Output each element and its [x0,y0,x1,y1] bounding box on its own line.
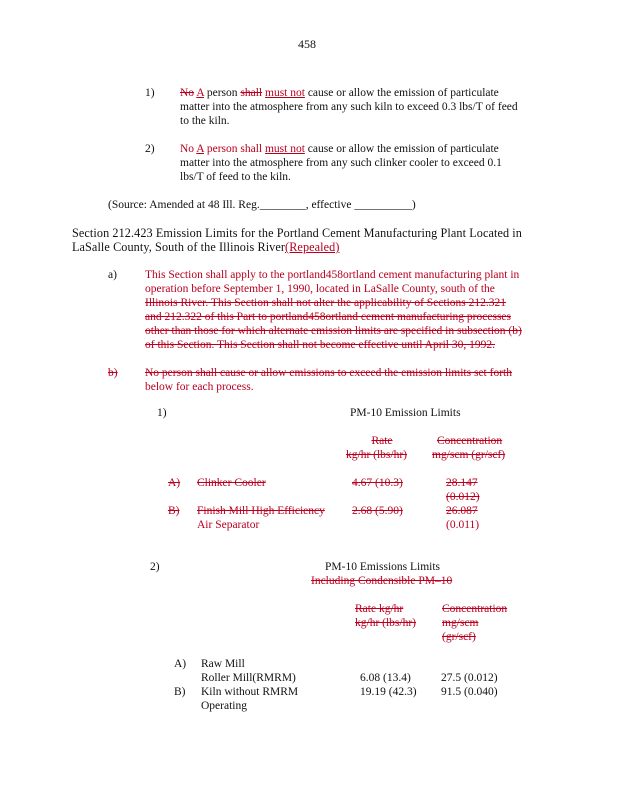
item-2-line-1: No A person shall must not cause or allow the emission of particulate [180,143,499,155]
table-1-header-rate: Rate [371,435,393,447]
table-2-row-b-rate: 19.19 (42.3) [360,686,417,698]
subsection-b-line-1: No person shall cause or allow emissions to exceed the emission limits set forth [145,367,512,379]
item-1-inserted-must-not: must not [265,87,305,99]
table-2-header-conc: Concentration [442,603,508,615]
table-2-row-b-conc: 91.5 (0.040) [441,686,498,698]
table-2-header-rate: Rate kg/hr [355,603,404,615]
item-1-line-1: No A person shall must not cause or allow the emission of particulate [180,87,499,99]
item-1-deleted-shall: shall [240,87,263,99]
table-1-row-b-label: B) [168,505,180,517]
table-2-row-a-conc: 27.5 (0.012) [441,672,498,684]
table-2-row-b-label: B) [174,686,186,698]
source-note: (Source: Amended at 48 Ill. Reg.________, effective __________) [108,199,416,211]
subsection-a-label: a) [108,269,117,281]
table-2-subtitle: Including Condensible PM–10 [311,575,453,587]
table-1-row-a-rate: 4.67 (10.3) [352,477,403,489]
table-2-number: 2) [150,561,160,573]
item-2-inserted-a: A [196,143,204,155]
repealed-insertion: (Repealed) [285,240,340,254]
item-1-inserted-a: A [196,87,204,99]
table-1-number: 1) [157,407,167,419]
subsection-a-line-4: and 212.322 of this Part to portland458ortland cement manufacturing processes [145,311,511,323]
table-1-row-a-label: A) [168,477,181,489]
table-1-header-conc-units: mg/scm (gr/scf) [432,449,506,461]
subsection-a-line-2: operation before September 1, 1990, located in LaSalle County, south of the [145,283,495,295]
page-number: 458 [298,37,316,51]
table-1-row-b-name-2: Air Separator [197,519,260,531]
table-2-header-rate-units: kg/hr (lbs/hr) [355,617,417,629]
table-2-header-conc-gr: (gr/scf) [442,631,476,643]
subsection-a-line-5: other than those for which alternate emission limits are specified in subsection (b) [145,325,522,337]
subsection-b-label: b) [108,367,118,379]
subsection-b-line-2: below for each process. [145,381,254,393]
table-1-row-a-name: Clinker Cooler [197,477,266,489]
item-1-deleted-no: No [180,87,195,99]
table-1-row-b-conc: 26.087 [446,505,478,517]
section-heading-line-2: LaSalle County, South of the Illinois River(Repealed) [72,240,340,254]
subsection-a-line-3: Illinois River. This Section shall not alter the applicability of Sections 212.321 [145,297,507,309]
table-2-title: PM-10 Emissions Limits [325,561,441,573]
table-2-row-a-label: A) [174,658,187,670]
table-1-row-b-rate: 2.68 (5.90) [352,505,403,517]
item-2-line-3: lbs/T of feed to the kiln. [180,171,291,183]
table-2-header-conc-units: mg/scm [442,617,479,629]
item-1-line-3: to the kiln. [180,115,230,127]
subsection-a-line-1: This Section shall apply to the portland458ortland cement manufacturing plant in [145,269,520,281]
table-2-row-b-name: Kiln without RMRM [201,686,299,698]
subsection-a-line-6: of this Section. This Section shall not become effective until April 30, 1992. [145,339,495,351]
table-1-row-b-conc-gr: (0.011) [446,519,480,531]
table-2-row-a-rate: 6.08 (13.4) [360,672,411,684]
item-2-number: 2) [145,143,155,155]
table-1-title: PM-10 Emission Limits [350,407,461,419]
table-2-row-a-name: Raw Mill [201,658,245,670]
table-1-row-a-conc-gr: (0.012) [446,491,480,503]
item-1-number: 1) [145,87,155,99]
table-2-row-b-name-2: Operating [201,700,247,712]
table-2-row-a-name-2: Roller Mill(RMRM) [201,672,296,684]
table-1-header-conc: Concentration [437,435,503,447]
item-1-line-2: matter into the atmosphere from any such kiln to exceed 0.3 lbs/T of feed [180,101,518,113]
item-2-inserted-must-not: must not [264,143,305,155]
item-2-line-2: matter into the atmosphere from any such clinker cooler to exceed 0.1 [180,157,502,169]
table-1-row-b-name: Finish Mill High Efficiency [197,505,325,517]
table-1-row-a-conc: 28.147 [446,477,478,489]
table-1-header-rate-units: kg/hr (lbs/hr) [346,449,408,461]
section-heading-line-1: Section 212.423 Emission Limits for the Portland Cement Manufacturing Plant Located in [72,226,522,240]
